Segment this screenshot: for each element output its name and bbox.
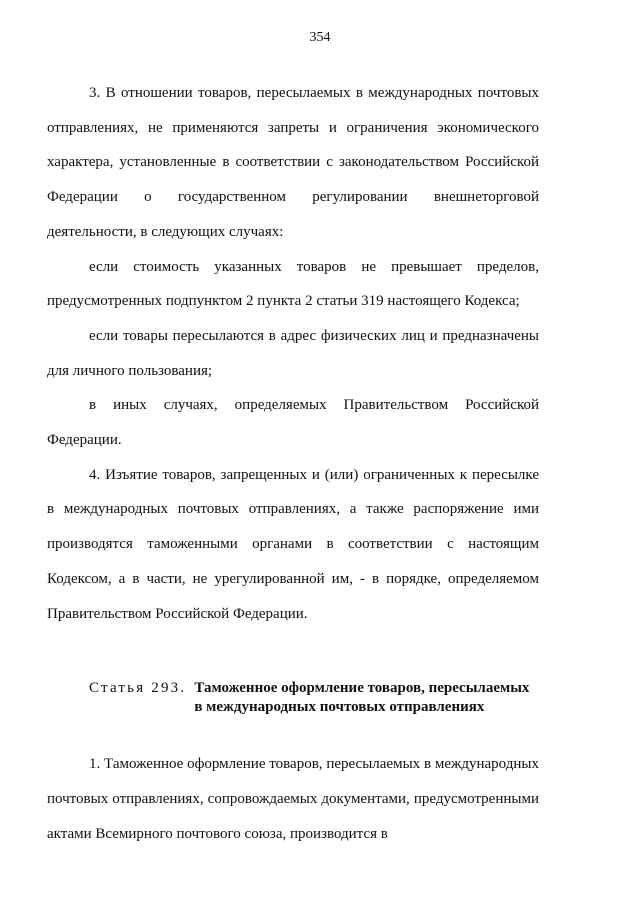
paragraph-case-personal-use: если товары пересылаются в адрес физических лиц и предназначены для личного пользования;: [47, 327, 539, 379]
article-title: Таможенное оформление товаров, пересылаемых в международных почтовых отправлениях: [194, 680, 530, 716]
document-body: [47, 76, 539, 851]
article-heading: [47, 679, 539, 717]
paragraph-case-value-limit: если стоимость указанных товаров не превышает пределов, предусмотренных подпунктом 2 пункта 2 статьи 319 настоящего Кодекса;: [47, 258, 539, 310]
article-label: Статья 293.: [89, 680, 187, 697]
paragraph-case-government: в иных случаях, определяемых Правительством Российской Федерации.: [47, 397, 539, 449]
paragraph-item-3: 3. В отношении товаров, пересылаемых в международных почтовых отправлениях, не применяются запреты и ограничения экономического характера, установленные в соответствии с законодательством Российской Федерации о государственном регулировании внешнеторговой деятельности, в следующих случаях:: [47, 85, 539, 240]
paragraph-item-4: 4. Изъятие товаров, запрещенных и (или) ограниченных к пересылке в международных почтовых отправлениях, а также распоряжение ими производятся таможенными органами в соответствии с настоящим Кодексом, а в части, не урегулированной им, - в порядке, определяемом Правительством Российской Федерации.: [47, 466, 539, 622]
article-paragraph-1: 1. Таможенное оформление товаров, пересылаемых в международных почтовых отправлениях, сопровождаемых документами, предусмотренными актами Всемирного почтового союза, производится в: [47, 756, 539, 842]
page-number: 354: [309, 30, 331, 45]
